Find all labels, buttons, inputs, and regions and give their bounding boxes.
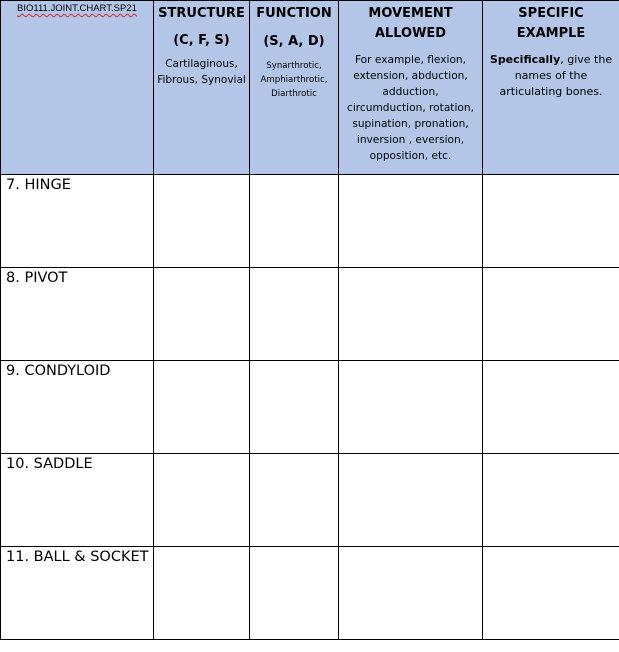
function-answer-cell[interactable] — [250, 175, 339, 268]
example-answer-cell[interactable] — [483, 361, 619, 454]
function-header-title: FUNCTION — [256, 6, 332, 21]
table-row-condyloid — [1, 361, 619, 454]
structure-header-note: Cartilaginous, Fibrous, Synovial — [157, 58, 246, 86]
example-answer-cell[interactable] — [483, 268, 619, 361]
movement-answer-cell[interactable] — [339, 454, 483, 547]
function-header-code: (S, A, D) — [263, 34, 325, 49]
movement-header-note: For example, flexion, extension, abduction, adduction, circumduction, rotation, supination, pronation, inversion , eversion, opposition, etc. — [347, 54, 474, 162]
row-label: 7. HINGE — [1, 175, 154, 268]
header-cell-structure — [154, 1, 250, 175]
example-header-note-bold: Specifically — [489, 53, 561, 66]
example-answer-cell[interactable] — [483, 547, 619, 640]
structure-answer-cell[interactable] — [154, 175, 250, 268]
function-answer-cell[interactable] — [250, 361, 339, 454]
row-label: 9. CONDYLOID — [1, 361, 154, 454]
header-row — [1, 1, 619, 175]
row-label: 10. SADDLE — [1, 454, 154, 547]
example-header-note-rest: , give the names of the articulating bones. — [499, 53, 613, 98]
function-header-note: Synarthrotic, Amphiarthrotic, Diarthrotic — [260, 61, 328, 99]
structure-header-title: STRUCTURE — [158, 6, 245, 21]
movement-answer-cell[interactable] — [339, 547, 483, 640]
header-cell-function — [250, 1, 339, 175]
structure-answer-cell[interactable] — [154, 268, 250, 361]
structure-answer-cell[interactable] — [154, 361, 250, 454]
example-answer-cell[interactable] — [483, 454, 619, 547]
table-row-hinge — [1, 175, 619, 268]
header-cell-example — [483, 1, 619, 175]
table-row-saddle — [1, 454, 619, 547]
example-header-note — [483, 52, 619, 100]
header-cell-label — [1, 1, 154, 175]
function-answer-cell[interactable] — [250, 454, 339, 547]
movement-answer-cell[interactable] — [339, 175, 483, 268]
function-answer-cell[interactable] — [250, 547, 339, 640]
row-label: 11. BALL & SOCKET — [1, 547, 154, 640]
movement-header-title: MOVEMENT ALLOWED — [368, 6, 453, 41]
function-answer-cell[interactable] — [250, 268, 339, 361]
table-row-pivot — [1, 268, 619, 361]
example-answer-cell[interactable] — [483, 175, 619, 268]
document-tag: BIO111.JOINT.CHART.SP21 — [17, 3, 137, 14]
structure-answer-cell[interactable] — [154, 454, 250, 547]
structure-answer-cell[interactable] — [154, 547, 250, 640]
header-cell-movement — [339, 1, 483, 175]
table-row-ball-and-socket — [1, 547, 619, 640]
row-label: 8. PIVOT — [1, 268, 154, 361]
structure-header-code: (C, F, S) — [173, 33, 230, 48]
movement-answer-cell[interactable] — [339, 268, 483, 361]
movement-answer-cell[interactable] — [339, 361, 483, 454]
example-header-title: SPECIFIC EXAMPLE — [516, 6, 586, 41]
